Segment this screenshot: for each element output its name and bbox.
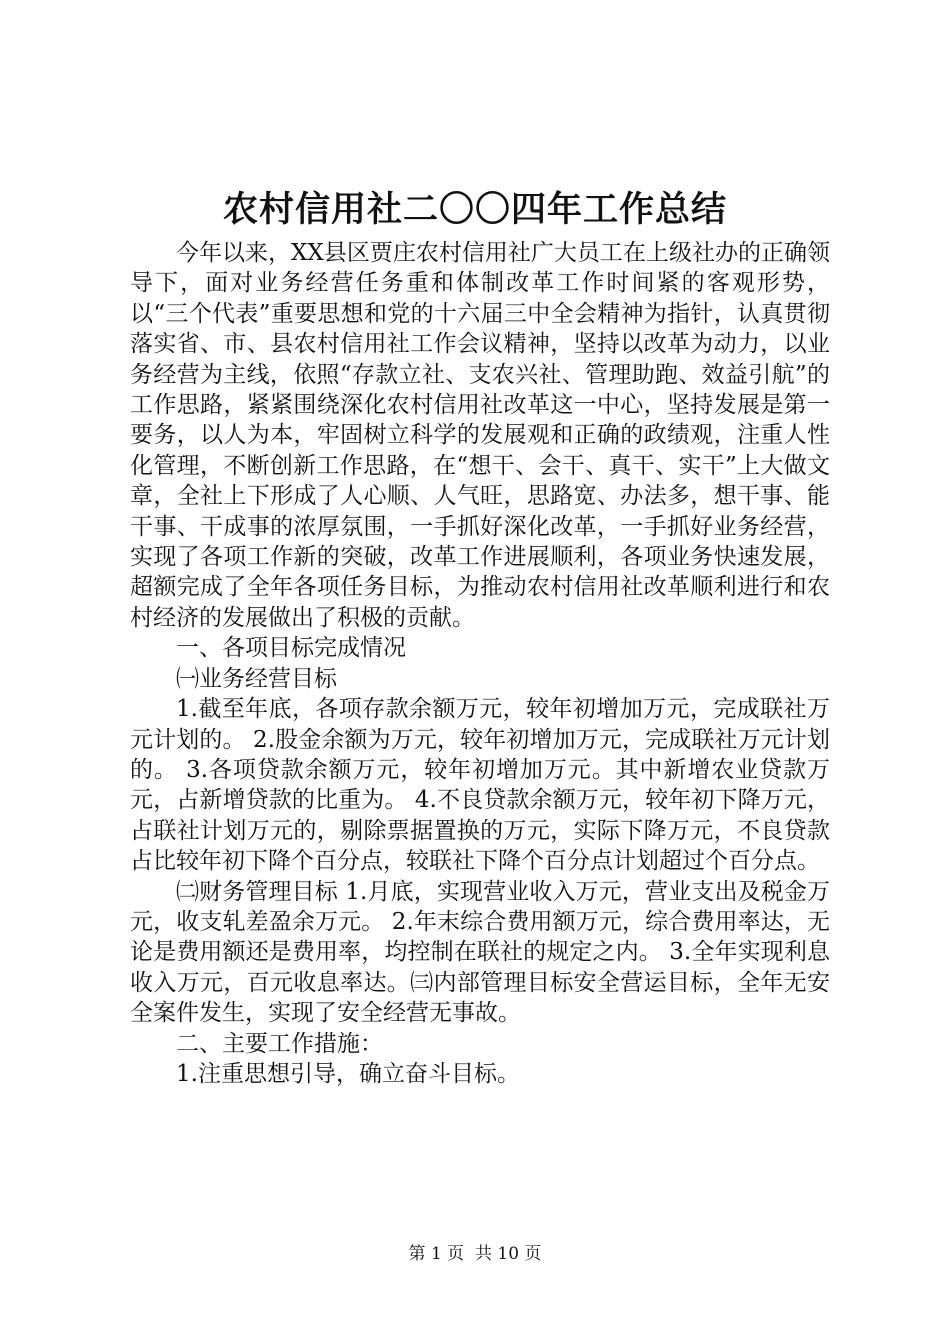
subsection-heading-business: ㈠业务经营目标	[176, 665, 337, 692]
page-footer	[0, 1242, 950, 1266]
list-item-measure-1: 1.注重思想引导，确立奋斗目标。	[176, 1060, 520, 1087]
document-title: 农村信用社二〇〇四年工作总结	[222, 189, 727, 230]
section-heading-2: 二、主要工作措施：	[176, 1030, 383, 1057]
page-total: 共 10 页	[474, 1244, 542, 1264]
paragraph-business-targets: 1.截至年底，各项存款余额万元，较年初增加万元，完成联社万元计划的。 2.股金余额为万元，较年初增加万元，完成联社万元计划的。 3.各项贷款余额万元，较年初增加万元。其中新增农业贷款万元，占新增贷款的比重为。 4.不良贷款余额万元，较年初下降万元，占联社计划万元的，剔除票据置换的万元，实际下降万元，不良贷款占比较年初下降个百分点，较联社下降个百分点计划超过个百分点。	[130, 696, 830, 875]
document-body	[130, 238, 830, 1089]
page-number: 第 1 页	[408, 1244, 465, 1264]
paragraph-intro: 今年以来，XX县区贾庄农村信用社广大员工在上级社办的正确领导下，面对业务经营任务重和体制改革工作时间紧的客观形势，以“三个代表”重要思想和党的十六届三中全会精神为指针，认真贯彻落实省、市、县农村信用社工作会议精神，坚持以改革为动力，以业务经营为主线，依照“存款立社、支农兴社、管理助跑、效益引航”的工作思路，紧紧围绕深化农村信用社改革这一中心，坚持发展是第一要务，以人为本，牢固树立科学的发展观和正确的政绩观，注重人性化管理，不断创新工作思路，在“想干、会干、真干、实干”上大做文章，全社上下形成了人心顺、人气旺，思路宽、办法多，想干事、能干事、干成事的浓厚氛围，一手抓好深化改革，一手抓好业务经营，实现了各项工作新的突破，改革工作进展顺利，各项业务快速发展，超额完成了全年各项任务目标，为推动农村信用社改革顺利进行和农村经济的发展做出了积极的贡献。	[130, 240, 830, 631]
section-heading-1: 一、各项目标完成情况	[176, 635, 406, 662]
paragraph-finance-targets: ㈡财务管理目标 1.月底，实现营业收入万元，营业支出及税金万元，收支轧差盈余万元。 2.年末综合费用额万元，综合费用率达，无论是费用额还是费用率，均控制在联社的规定之内。 3.全年实现利息收入万元，百元收息率达。㈢内部管理目标安全营运目标，全年无安全案件发生，实现了安全经营无事故。	[130, 878, 830, 1027]
